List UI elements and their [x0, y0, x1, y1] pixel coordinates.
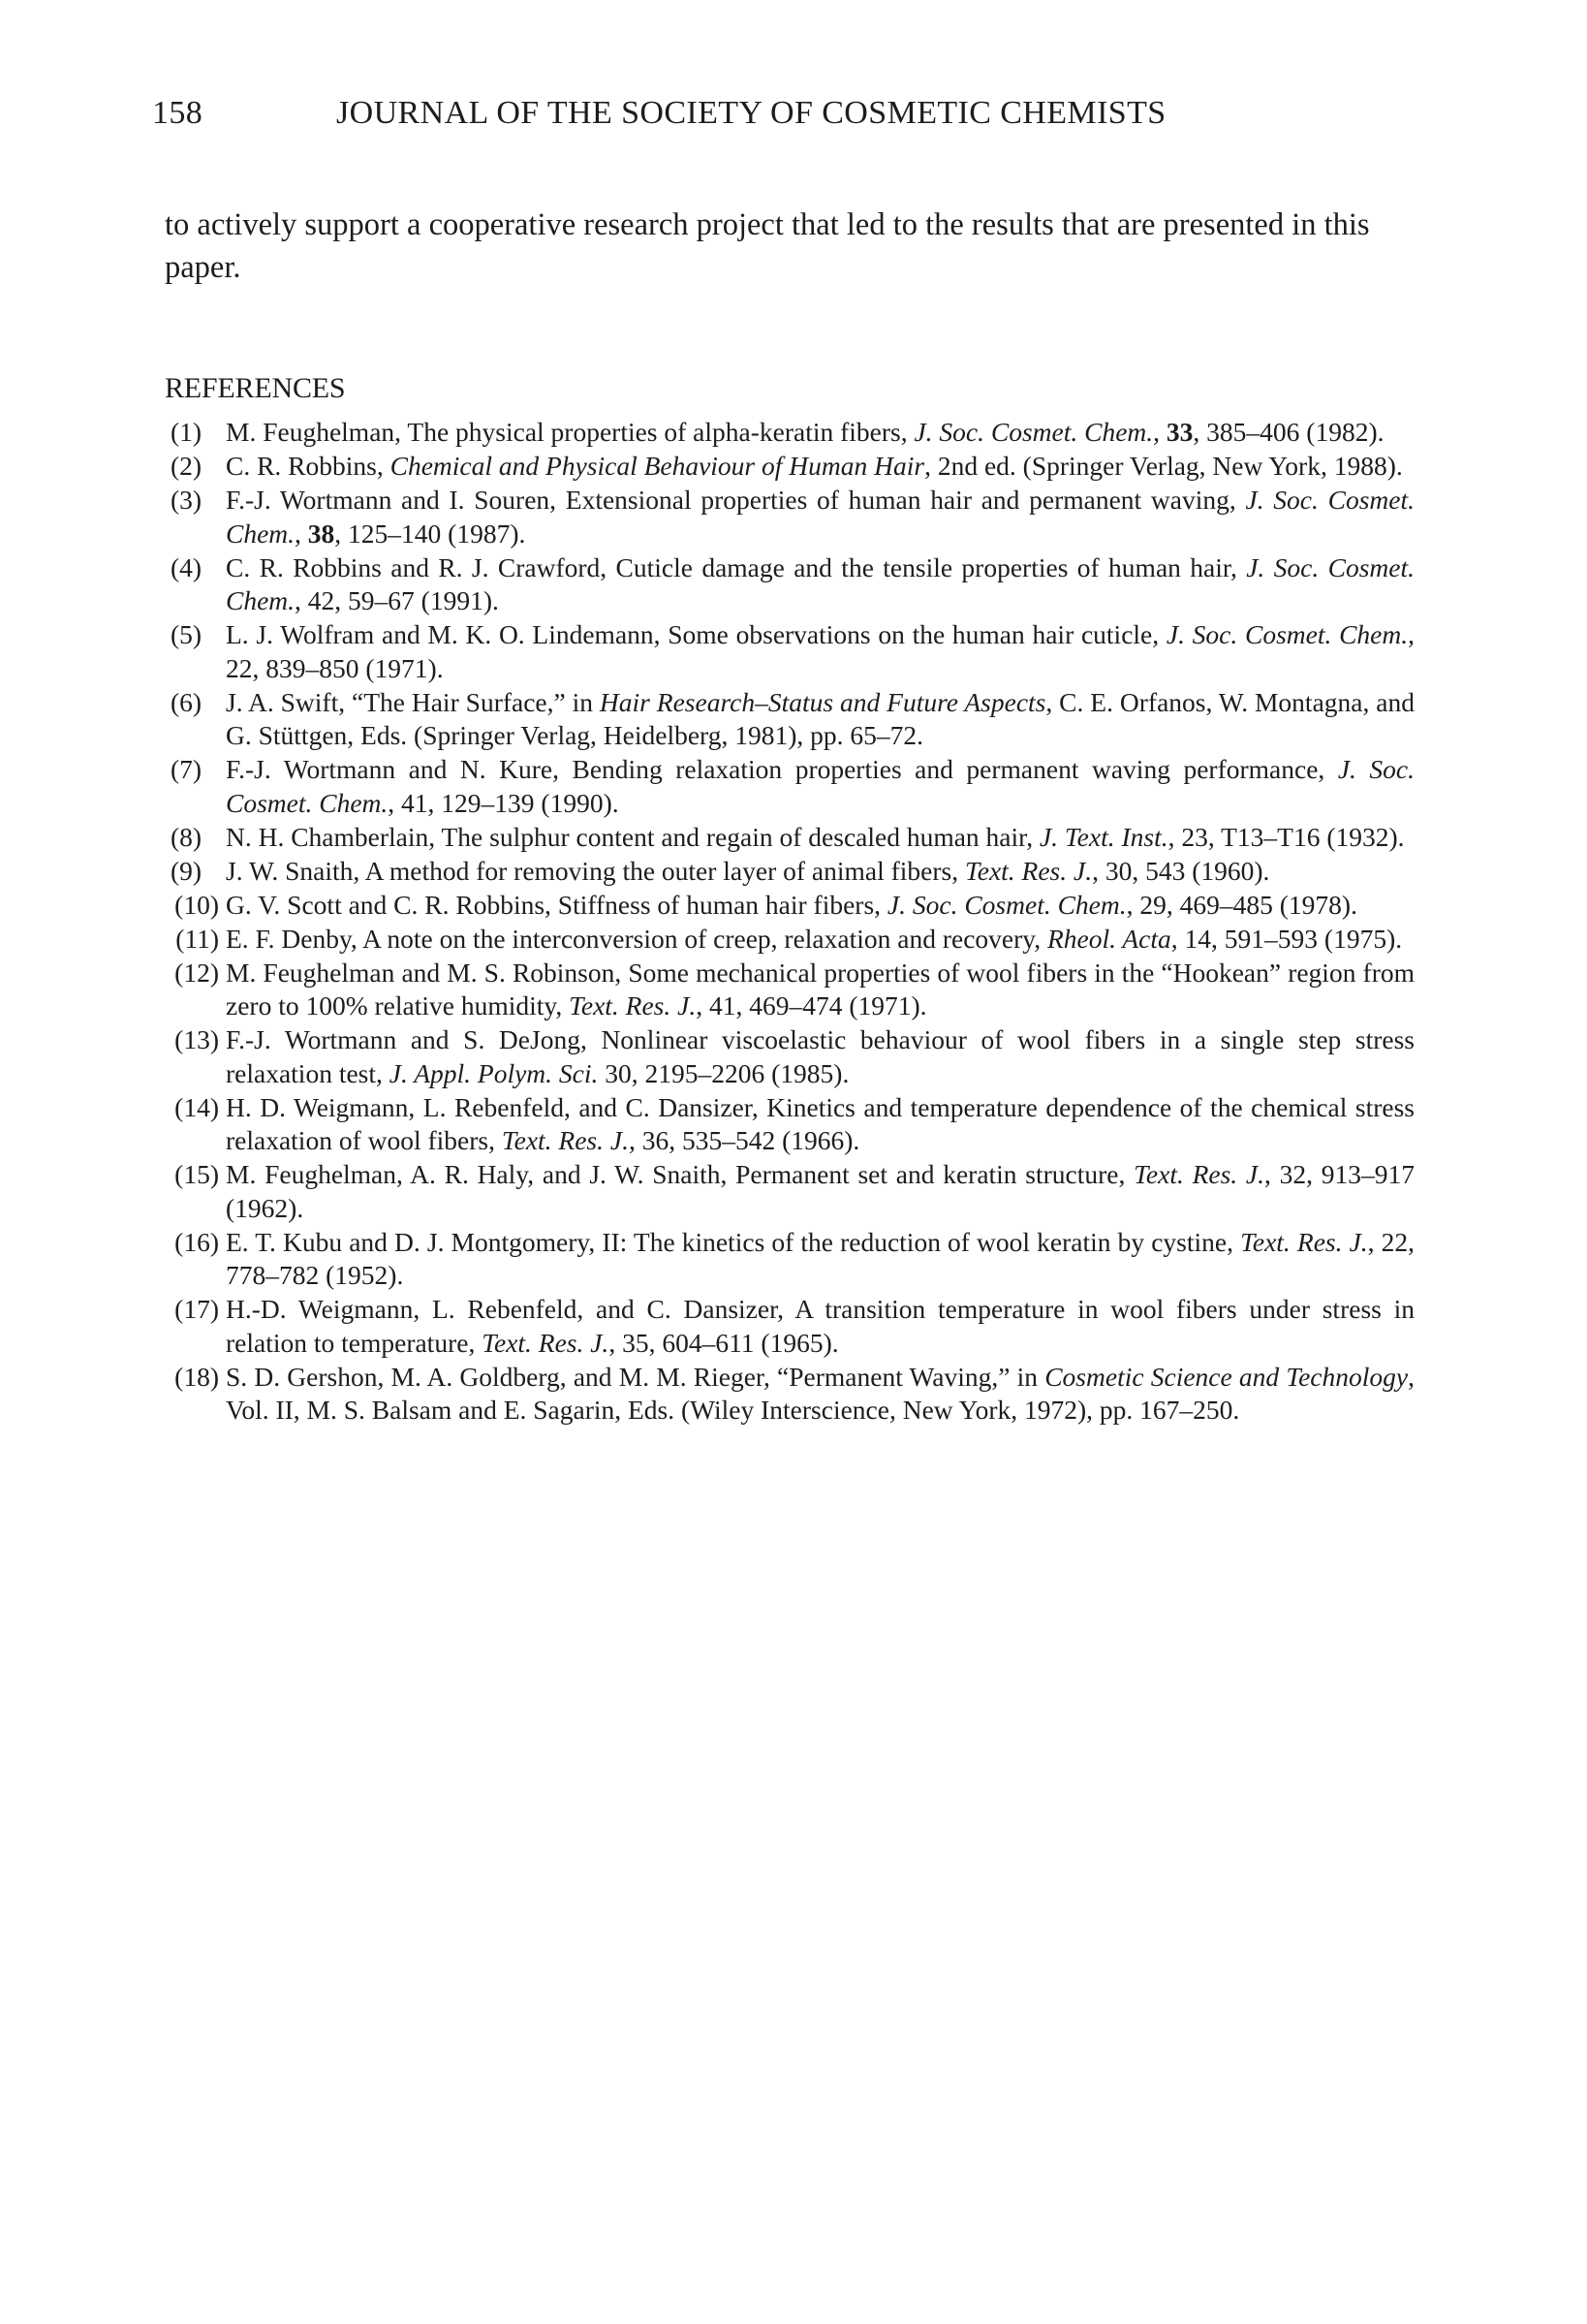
- reference-item: [165, 1091, 1415, 1158]
- reference-number: (12): [174, 957, 219, 988]
- reference-segment: , 385–406 (1982).: [1193, 417, 1385, 447]
- reference-item: [165, 484, 1415, 550]
- reference-segment: F.-J. Wortmann and S. DeJong, Nonlinear viscoelastic behaviour of wool fibers in a single step stress relaxation test,: [226, 1024, 1415, 1088]
- reference-segment: M. Feughelman, A. R. Haly, and J. W. Snaith, Permanent set and keratin structure,: [226, 1159, 1135, 1189]
- reference-italic: Cosmetic Science and Technology: [1044, 1361, 1409, 1392]
- reference-segment: , 2nd ed. (Springer Verlag, New York, 1988).: [924, 451, 1403, 481]
- reference-italic: Chemical and Physical Behaviour of Human Hair: [389, 451, 925, 481]
- reference-text: [226, 1362, 1415, 1426]
- reference-italic: J. Text. Inst.: [1039, 821, 1168, 852]
- reference-number: (7): [171, 754, 202, 784]
- reference-segment: N. H. Chamberlain, The sulphur content and regain of descaled human hair,: [226, 821, 1040, 852]
- reference-item: [165, 1226, 1415, 1293]
- reference-number: (18): [174, 1361, 219, 1392]
- reference-number: (13): [174, 1024, 219, 1054]
- reference-number: (8): [171, 821, 202, 852]
- reference-italic: Text. Res. J.: [569, 990, 697, 1021]
- reference-segment: 30, 2195–2206 (1985).: [598, 1057, 850, 1088]
- reference-italic: J. Soc. Cosmet. Chem.: [226, 485, 1415, 549]
- reference-item: [165, 957, 1415, 1023]
- reference-item: [165, 1293, 1415, 1360]
- reference-text: [226, 856, 1269, 886]
- reference-segment: M. Feughelman and M. S. Robinson, Some mechanical properties of wool fibers in the “Hookean” region from zero to 100% relative humidity,: [226, 957, 1415, 1021]
- reference-text: [226, 924, 1402, 954]
- reference-text: [226, 451, 1403, 481]
- reference-text: [226, 754, 1415, 818]
- reference-text: [226, 552, 1415, 616]
- reference-segment: , 35, 604–611 (1965).: [608, 1327, 839, 1358]
- reference-italic: J. Soc. Cosmet. Chem.: [226, 754, 1415, 818]
- reference-text: [226, 1294, 1415, 1358]
- reference-italic: Text. Res. J.: [964, 855, 1093, 886]
- reference-text: [226, 485, 1415, 549]
- reference-volume: 33: [1166, 417, 1194, 447]
- references-list: [165, 416, 1415, 1428]
- reference-item: [165, 923, 1415, 957]
- reference-text: [226, 1092, 1415, 1156]
- reference-number: (16): [174, 1226, 219, 1257]
- reference-italic: Text. Res. J.: [482, 1327, 609, 1358]
- page-number: 158: [152, 95, 203, 131]
- reference-number: (2): [171, 451, 202, 481]
- reference-segment: , 42, 59–67 (1991).: [295, 585, 499, 615]
- reference-segment: , 36, 535–542 (1966).: [628, 1125, 860, 1155]
- reference-number: (17): [174, 1294, 219, 1324]
- reference-segment: , 22, 839–850 (1971).: [226, 619, 1415, 683]
- reference-text: [226, 417, 1385, 447]
- reference-item: [165, 686, 1415, 753]
- reference-segment: M. Feughelman, The physical properties of alpha-keratin fibers,: [226, 417, 915, 447]
- reference-text: [226, 1227, 1415, 1291]
- reference-italic: J. Soc. Cosmet. Chem.: [1166, 619, 1409, 649]
- reference-segment: L. J. Wolfram and M. K. O. Lindemann, Some observations on the human hair cuticle,: [226, 619, 1167, 649]
- reference-italic: J. Soc. Cosmet. Chem.: [226, 551, 1415, 615]
- reference-segment: , C. E. Orfanos, W. Montagna, and G. Stüttgen, Eds. (Springer Verlag, Heidelberg, 1981), pp. 65–72.: [226, 686, 1415, 750]
- reference-italic: Text. Res. J.: [1240, 1226, 1368, 1257]
- reference-segment: J. A. Swift, “The Hair Surface,” in: [226, 686, 600, 717]
- reference-text: [226, 1024, 1415, 1088]
- reference-segment: ,: [295, 518, 308, 549]
- reference-italic: Text. Res. J.: [1134, 1159, 1264, 1189]
- reference-segment: , 125–140 (1987).: [334, 518, 526, 549]
- reference-segment: H.-D. Weigmann, L. Rebenfeld, and C. Dansizer, A transition temperature in wool fibers under stress in relation to temperature,: [226, 1294, 1415, 1358]
- reference-number: (6): [171, 686, 202, 717]
- reference-segment: , 41, 129–139 (1990).: [388, 787, 619, 818]
- reference-segment: , 14, 591–593 (1975).: [1170, 923, 1403, 954]
- reference-segment: , 22, 778–782 (1952).: [226, 1226, 1416, 1290]
- page-header: [152, 95, 1421, 132]
- reference-number: (10): [174, 889, 219, 920]
- reference-segment: , 29, 469–485 (1978).: [1126, 889, 1357, 920]
- reference-segment: , 30, 543 (1960).: [1092, 855, 1270, 886]
- reference-item: [165, 1023, 1415, 1090]
- reference-number: (4): [171, 551, 202, 582]
- reference-segment: E. T. Kubu and D. J. Montgomery, II: The kinetics of the reduction of wool keratin by cystine,: [226, 1226, 1241, 1257]
- reference-volume: 38: [307, 518, 335, 549]
- reference-italic: Hair Research–Status and Future Aspects: [599, 686, 1046, 717]
- reference-text: [226, 687, 1415, 751]
- reference-italic: Text. Res. J.: [501, 1125, 629, 1155]
- reference-item: [165, 889, 1415, 923]
- reference-italic: Rheol. Acta: [1046, 923, 1171, 954]
- reference-segment: , Vol. II, M. S. Balsam and E. Sagarin, Eds. (Wiley Interscience, New York, 1972), pp. 167–250.: [226, 1361, 1415, 1425]
- reference-text: [226, 619, 1415, 683]
- reference-number: (11): [175, 923, 219, 954]
- reference-item: [165, 1158, 1415, 1225]
- reference-segment: F.-J. Wortmann and N. Kure, Bending relaxation properties and permanent waving performance,: [226, 754, 1338, 784]
- reference-item: [165, 618, 1415, 685]
- reference-segment: C. R. Robbins and R. J. Crawford, Cuticle damage and the tensile properties of human hair,: [226, 551, 1247, 582]
- reference-number: (1): [171, 417, 202, 447]
- journal-title: JOURNAL OF THE SOCIETY OF COSMETIC CHEMISTS: [336, 95, 1167, 131]
- reference-segment: F.-J. Wortmann and I. Souren, Extensional properties of human hair and permanent waving,: [226, 485, 1246, 515]
- reference-item: [165, 416, 1415, 450]
- reference-item: [165, 551, 1415, 618]
- reference-item: [165, 1361, 1415, 1428]
- reference-italic: J. Soc. Cosmet. Chem.: [887, 889, 1127, 920]
- reference-italic: J. Soc. Cosmet. Chem.: [914, 417, 1154, 447]
- references-heading: REFERENCES: [165, 372, 346, 404]
- reference-text: [226, 890, 1357, 920]
- reference-segment: , 32, 913–917 (1962).: [226, 1159, 1415, 1223]
- reference-number: (15): [174, 1159, 219, 1189]
- reference-item: [165, 821, 1415, 855]
- reference-number: (5): [171, 619, 202, 649]
- reference-segment: G. V. Scott and C. R. Robbins, Stiffness of human hair fibers,: [226, 889, 887, 920]
- reference-segment: C. R. Robbins,: [226, 451, 390, 481]
- reference-number: (9): [171, 855, 202, 886]
- reference-text: [226, 822, 1405, 852]
- reference-item: [165, 855, 1415, 889]
- reference-italic: J. Appl. Polym. Sci.: [389, 1057, 599, 1088]
- reference-segment: E. F. Denby, A note on the interconversion of creep, relaxation and recovery,: [226, 923, 1047, 954]
- reference-item: [165, 450, 1415, 484]
- reference-number: (3): [171, 485, 202, 515]
- intro-paragraph: to actively support a cooperative research project that led to the results that are presented in this paper.: [165, 207, 1370, 285]
- reference-segment: , 23, T13–T16 (1932).: [1167, 821, 1405, 852]
- reference-segment: , 41, 469–474 (1971).: [696, 990, 927, 1021]
- reference-text: [226, 958, 1415, 1021]
- reference-number: (14): [174, 1091, 219, 1122]
- reference-segment: H. D. Weigmann, L. Rebenfeld, and C. Dansizer, Kinetics and temperature dependence of the chemical stress relaxation of wool fibers,: [226, 1091, 1415, 1155]
- reference-segment: S. D. Gershon, M. A. Goldberg, and M. M. Rieger, “Permanent Waving,” in: [226, 1361, 1045, 1392]
- reference-segment: ,: [1153, 417, 1167, 447]
- reference-item: [165, 753, 1415, 820]
- reference-text: [226, 1159, 1415, 1223]
- reference-segment: J. W. Snaith, A method for removing the outer layer of animal fibers,: [226, 855, 965, 886]
